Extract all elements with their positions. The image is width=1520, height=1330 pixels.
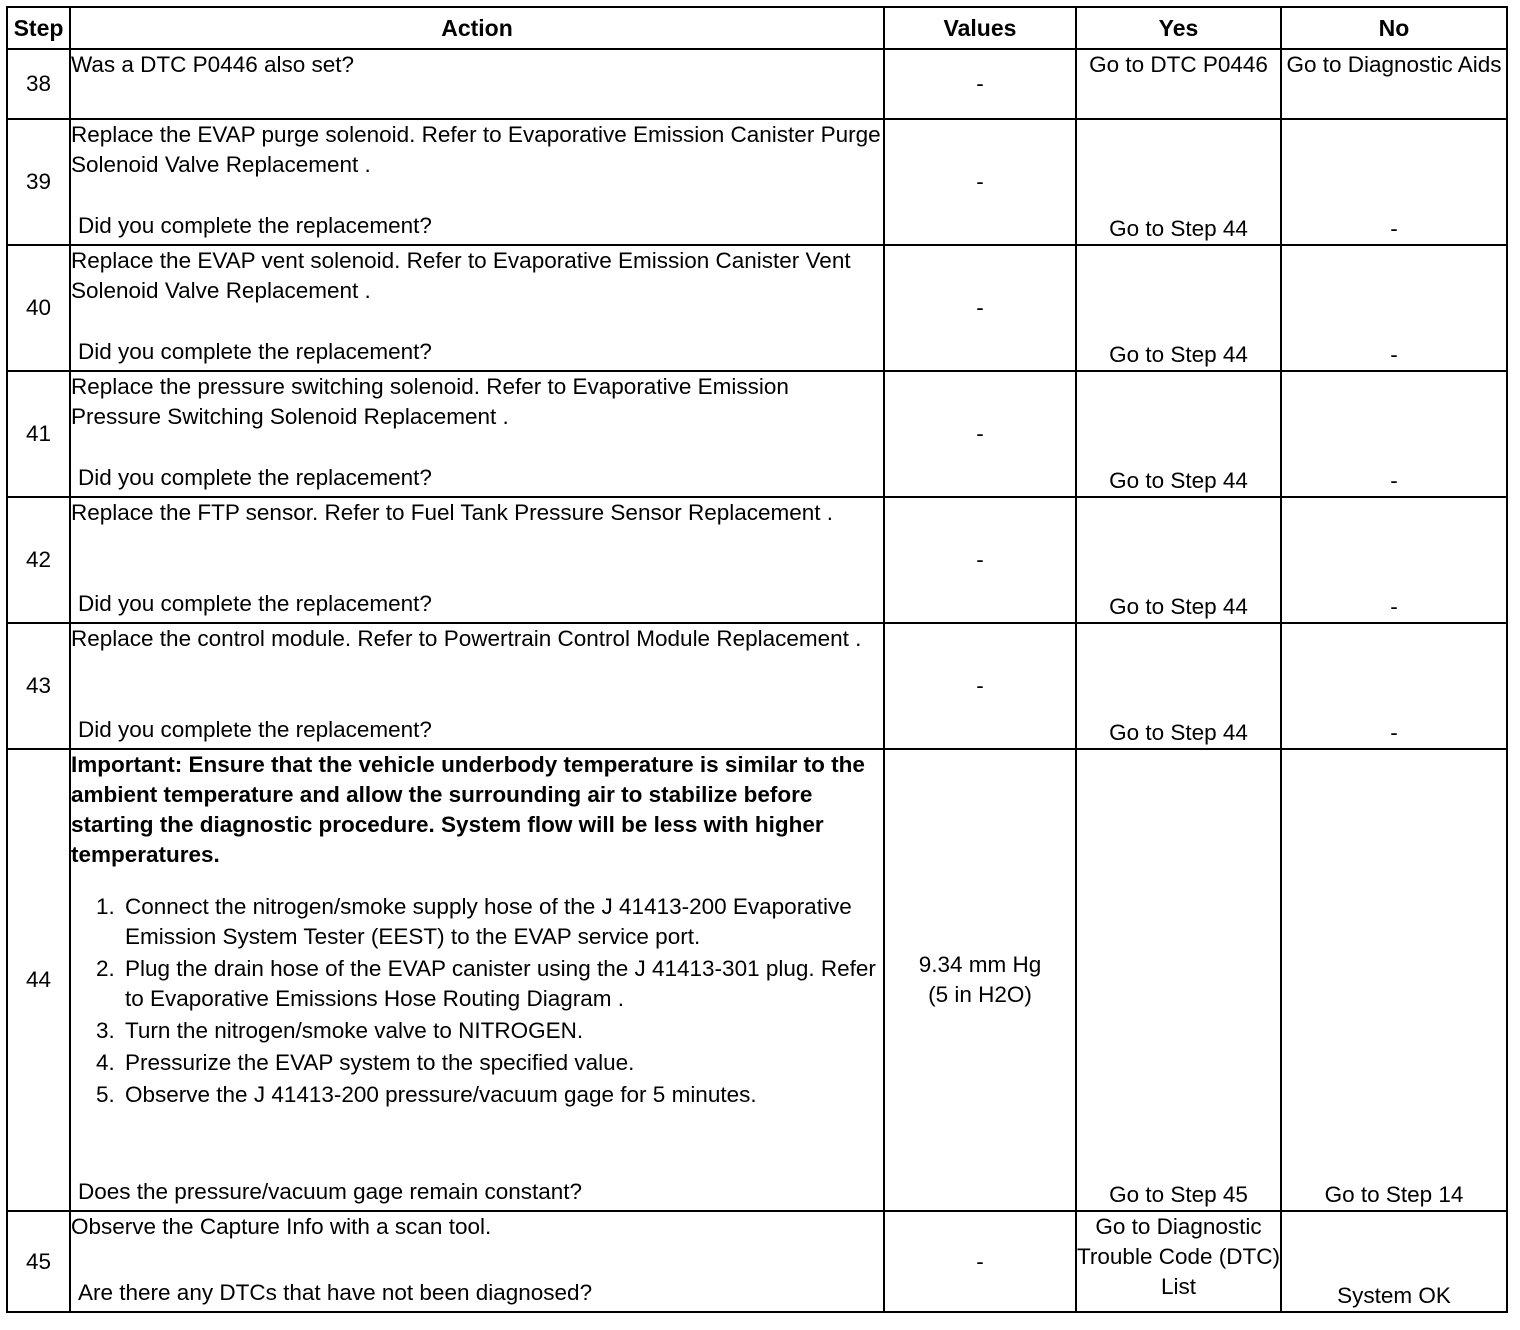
yes-cell: Go to DTC P0446: [1076, 49, 1281, 119]
action-text: Replace the FTP sensor. Refer to Fuel Tank Pressure Sensor Replacement .: [71, 500, 834, 525]
action-question: Did you complete the replacement?: [78, 465, 432, 490]
table-row: [7, 623, 1507, 749]
no-cell: -: [1281, 371, 1507, 497]
table-row: [7, 371, 1507, 497]
yes-cell: Go to Step 44: [1076, 245, 1281, 371]
values-cell: -: [884, 1211, 1076, 1312]
step-number: 39: [7, 119, 70, 245]
step-number: 42: [7, 497, 70, 623]
no-cell: -: [1281, 245, 1507, 371]
diagnostic-table: [6, 6, 1508, 1313]
header-step: Step: [7, 7, 70, 49]
procedure-step: 2. Plug the drain hose of the EVAP canister using the J 41413-301 plug. Refer to Evaporative Emissions Hose Routing Diagram .: [121, 954, 883, 1014]
header-row: [7, 7, 1507, 49]
procedure-step: 5. Observe the J 41413-200 pressure/vacuum gage for 5 minutes.: [121, 1080, 883, 1110]
important-note: Important: Ensure that the vehicle underbody temperature is similar to the ambient temperature and allow the surrounding air to stabilize before starting the diagnostic procedure. System flow will be less with higher temperatures.: [71, 752, 865, 867]
values-cell: [884, 749, 1076, 1211]
values-cell: -: [884, 245, 1076, 371]
table-row: [7, 245, 1507, 371]
values-cell: -: [884, 623, 1076, 749]
action-cell: [70, 49, 884, 119]
action-question: Are there any DTCs that have not been diagnosed?: [78, 1280, 593, 1305]
values-cell: -: [884, 49, 1076, 119]
action-text: Replace the EVAP purge solenoid. Refer to Evaporative Emission Canister Purge Solenoid Valve Replacement .: [71, 122, 881, 177]
action-text: Replace the control module. Refer to Powertrain Control Module Replacement .: [71, 626, 862, 651]
header-yes: Yes: [1076, 7, 1281, 49]
table-row: [7, 497, 1507, 623]
action-cell: [70, 497, 884, 623]
action-question: Did you complete the replacement?: [78, 591, 432, 616]
action-text: Observe the Capture Info with a scan tool.: [71, 1214, 492, 1239]
no-cell: -: [1281, 497, 1507, 623]
step-number: 40: [7, 245, 70, 371]
action-cell: [70, 1211, 884, 1312]
table-row: [7, 1211, 1507, 1312]
step-number: 41: [7, 371, 70, 497]
step-number: 45: [7, 1211, 70, 1312]
step-number: 43: [7, 623, 70, 749]
yes-cell: Go to Step 44: [1076, 371, 1281, 497]
procedure-list: [71, 892, 883, 1110]
header-action: Action: [70, 7, 884, 49]
action-text: Was a DTC P0446 also set?: [71, 52, 355, 77]
values-cell: -: [884, 371, 1076, 497]
action-cell: [70, 245, 884, 371]
procedure-step: 4. Pressurize the EVAP system to the specified value.: [121, 1048, 883, 1078]
action-text: Replace the pressure switching solenoid. Refer to Evaporative Emission Pressure Switching Solenoid Replacement .: [71, 374, 789, 429]
header-values: Values: [884, 7, 1076, 49]
yes-cell: Go to Diagnostic Trouble Code (DTC) List: [1076, 1211, 1281, 1312]
table-row: [7, 49, 1507, 119]
action-question: Did you complete the replacement?: [78, 717, 432, 742]
procedure-step: 1. Connect the nitrogen/smoke supply hose of the J 41413-200 Evaporative Emission System Tester (EEST) to the EVAP service port.: [121, 892, 883, 952]
action-cell: [70, 119, 884, 245]
yes-cell: Go to Step 44: [1076, 623, 1281, 749]
yes-cell: Go to Step 44: [1076, 119, 1281, 245]
header-no: No: [1281, 7, 1507, 49]
action-cell: [70, 371, 884, 497]
action-question: Does the pressure/vacuum gage remain constant?: [78, 1179, 583, 1204]
step-number: 44: [7, 749, 70, 1211]
values-cell: -: [884, 497, 1076, 623]
action-cell: [70, 623, 884, 749]
procedure-step: 3. Turn the nitrogen/smoke valve to NITROGEN.: [121, 1016, 883, 1046]
no-cell: -: [1281, 623, 1507, 749]
values-line: 9.34 mm Hg: [918, 952, 1042, 977]
action-text: Replace the EVAP vent solenoid. Refer to Evaporative Emission Canister Vent Solenoid Valve Replacement .: [71, 248, 851, 303]
action-cell: [70, 749, 884, 1211]
no-cell: System OK: [1281, 1211, 1507, 1312]
yes-cell: Go to Step 45: [1076, 749, 1281, 1211]
action-question: Did you complete the replacement?: [78, 339, 432, 364]
yes-cell: Go to Step 44: [1076, 497, 1281, 623]
values-line: (5 in H2O): [928, 982, 1032, 1007]
no-cell: Go to Diagnostic Aids: [1281, 49, 1507, 119]
no-cell: Go to Step 14: [1281, 749, 1507, 1211]
values-cell: -: [884, 119, 1076, 245]
table-row: [7, 749, 1507, 1211]
no-cell: -: [1281, 119, 1507, 245]
table-row: [7, 119, 1507, 245]
action-question: Did you complete the replacement?: [78, 213, 432, 238]
step-number: 38: [7, 49, 70, 119]
